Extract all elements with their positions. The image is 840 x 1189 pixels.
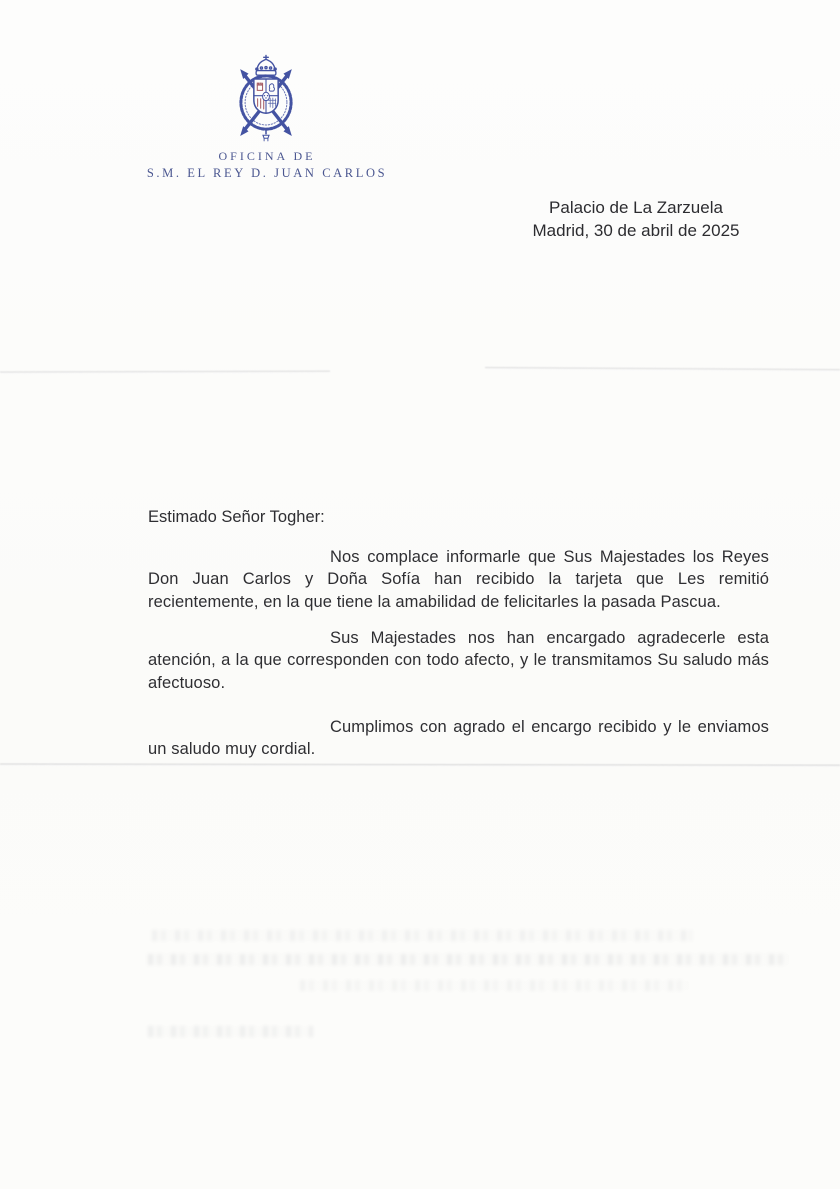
dateline-place: Palacio de La Zarzuela [549, 198, 723, 217]
ghost-bleed-through-line [152, 930, 692, 941]
fold-crease-upper-right [485, 367, 840, 371]
fold-crease-upper-left [0, 371, 330, 374]
dateline [500, 196, 772, 242]
letterhead-office-line2: S.M. EL REY D. JUAN CARLOS [146, 166, 388, 180]
fold-crease-lower [0, 763, 840, 766]
body-paragraph-3: Cumplimos con agrado el encargo recibido y le enviamos un saludo muy cordial. [148, 718, 769, 759]
dateline-date: Madrid, 30 de abril de 2025 [532, 221, 740, 240]
ghost-bleed-through-line [300, 980, 690, 991]
salutation: Estimado Señor Togher: [148, 508, 325, 526]
body-paragraph-1: Nos complace informarle que Sus Majestades los Reyes Don Juan Carlos y Doña Sofía han recibido la tarjeta que Les remitió recientemente, en la que tiene la amabilidad de felicitarles la pasada Pascua. [148, 548, 769, 611]
royal-coat-of-arms-icon [228, 50, 304, 149]
letterhead-office-name [117, 148, 417, 182]
ghost-bleed-through-line [148, 954, 788, 965]
letterhead-office-line1: OFICINA DE [218, 149, 316, 163]
body-paragraph-2: Sus Majestades nos han encargado agradecerle esta atención, a la que corresponden con todo afecto, y le transmitamos Su saludo más afectuoso. [148, 629, 769, 692]
ghost-bleed-through-line [148, 1026, 313, 1037]
